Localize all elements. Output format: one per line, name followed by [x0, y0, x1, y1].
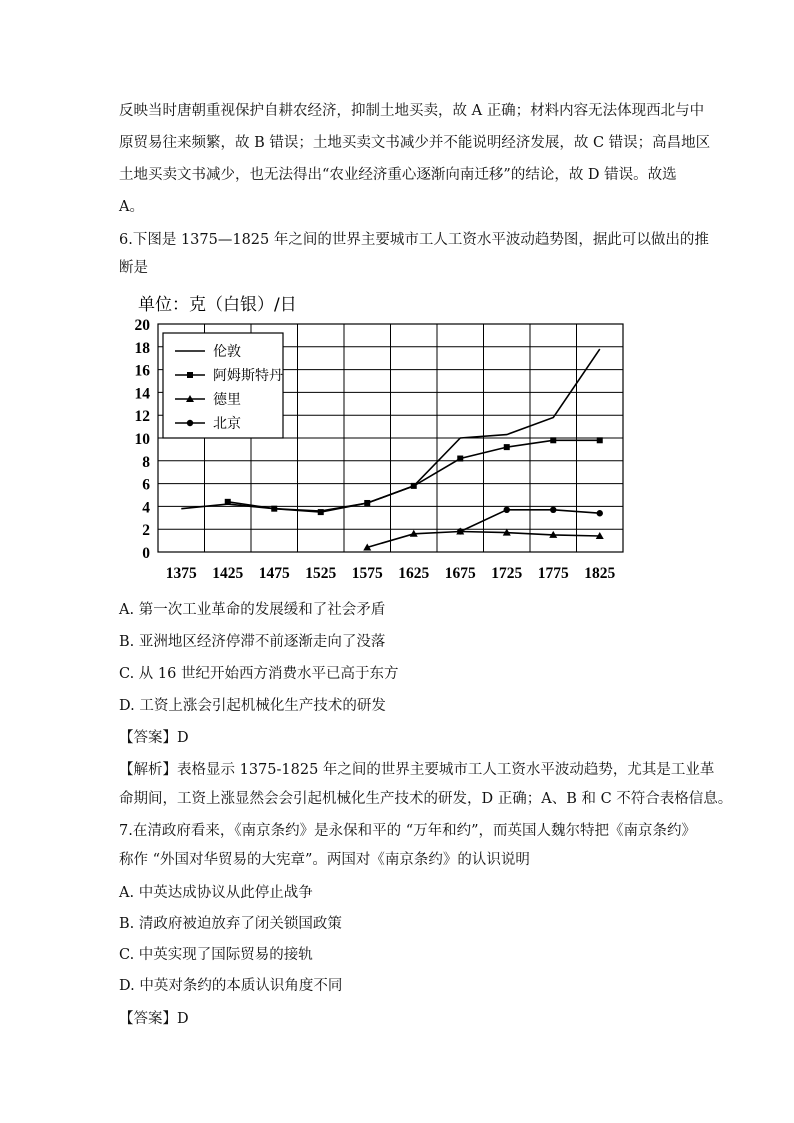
answer-label: 【答案】D [119, 1011, 189, 1027]
legend-label: 北京 [213, 416, 241, 432]
y-tick-label: 10 [134, 431, 150, 448]
text-line: 反映当时唐朝重视保护自耕农经济，抑制土地买卖，故 A 正确；材料内容无法体现西北与中 [119, 103, 705, 119]
data-point-circle [457, 528, 463, 534]
y-tick-label: 0 [142, 545, 150, 562]
data-point-square [318, 509, 324, 515]
y-tick-label: 20 [134, 317, 150, 334]
question-6-stem: 断是 [119, 260, 148, 276]
x-tick-label: 1525 [305, 565, 337, 582]
analysis-text: 【解析】表格显示 1375-1825 年之间的世界主要城市工人工资水平波动趋势，尤其是工业革 [119, 762, 715, 778]
legend-label: 阿姆斯特丹 [213, 368, 283, 384]
chart-svg [118, 290, 638, 590]
y-tick-label: 14 [134, 385, 150, 403]
text-line: A。 [119, 199, 144, 215]
x-tick-label: 1775 [537, 565, 569, 582]
x-tick-label: 1375 [165, 565, 197, 582]
x-tick-label: 1825 [584, 565, 616, 582]
legend-label: 德里 [213, 392, 241, 408]
x-tick-label: 1625 [398, 565, 430, 582]
y-tick-label: 4 [142, 499, 150, 517]
answer-label: 【答案】D [119, 730, 189, 746]
question-6-stem: 6.下图是 1375—1825 年之间的世界主要城市工人工资水平波动趋势图，据此可以做出的推 [119, 232, 709, 248]
data-point-square [187, 372, 193, 378]
y-tick-label: 18 [134, 339, 150, 357]
x-tick-label: 1425 [212, 565, 244, 582]
data-point-circle [550, 507, 556, 513]
data-point-circle [597, 510, 603, 516]
data-point-square [504, 444, 510, 450]
y-tick-label: 2 [142, 522, 150, 540]
data-point-square [364, 500, 370, 506]
option-d: D. 中英对条约的本质认识角度不同 [119, 978, 343, 994]
x-tick-label: 1675 [444, 565, 476, 582]
series-square [225, 437, 603, 515]
option-c: C. 中英实现了国际贸易的接轨 [119, 947, 313, 963]
chart-unit-label: 单位：克（白银）/日 [138, 295, 297, 315]
option-b: B. 清政府被迫放弃了闭关锁国政策 [119, 916, 342, 932]
data-point-circle [187, 420, 193, 426]
y-tick-label: 16 [134, 362, 150, 380]
wage-trend-chart [118, 290, 638, 590]
data-point-square [225, 499, 231, 505]
data-point-square [271, 506, 277, 512]
option-a: A. 中英达成协议从此停止战争 [119, 885, 313, 901]
series-line [228, 440, 600, 512]
option-c: C. 从 16 世纪开始西方消费水平已高于东方 [119, 666, 399, 682]
text-line: 原贸易往来频繁，故 B 错误；土地买卖文书减少并不能说明经济发展，故 C 错误；高昌地区 [119, 135, 711, 151]
data-point-square [457, 456, 463, 462]
y-tick-label: 8 [142, 453, 150, 471]
option-d: D. 工资上涨会引起机械化生产技术的研发 [119, 698, 386, 714]
legend-label: 伦敦 [213, 344, 241, 360]
option-b: B. 亚洲地区经济停滞不前逐渐走向了没落 [119, 634, 386, 650]
question-7-stem: 7.在清政府看来，《南京条约》是永保和平的 “万年和约”，而英国人魏尔特把《南京条约》 [119, 823, 697, 839]
option-a: A. 第一次工业革命的发展缓和了社会矛盾 [119, 602, 386, 618]
y-tick-label: 12 [134, 408, 150, 426]
x-tick-label: 1725 [491, 565, 523, 582]
text-line: 土地买卖文书减少，也无法得出“农业经济重心逐渐向南迁移”的结论，故 D 错误。故选 [119, 167, 677, 183]
data-point-square [597, 437, 603, 443]
question-7-stem: 称作 “外国对华贸易的大宪章”。两国对《南京条约》的认识说明 [119, 852, 530, 868]
x-tick-label: 1475 [258, 565, 290, 582]
data-point-square [550, 437, 556, 443]
data-point-circle [504, 507, 510, 513]
analysis-text: 命期间，工资上涨显然会会引起机械化生产技术的研发，D 正确；A、B 和 C 不符合表格信息。 [119, 791, 733, 807]
data-point-square [411, 483, 417, 489]
y-tick-label: 6 [142, 476, 150, 494]
chart-legend [163, 333, 283, 438]
x-tick-label: 1575 [351, 565, 383, 582]
